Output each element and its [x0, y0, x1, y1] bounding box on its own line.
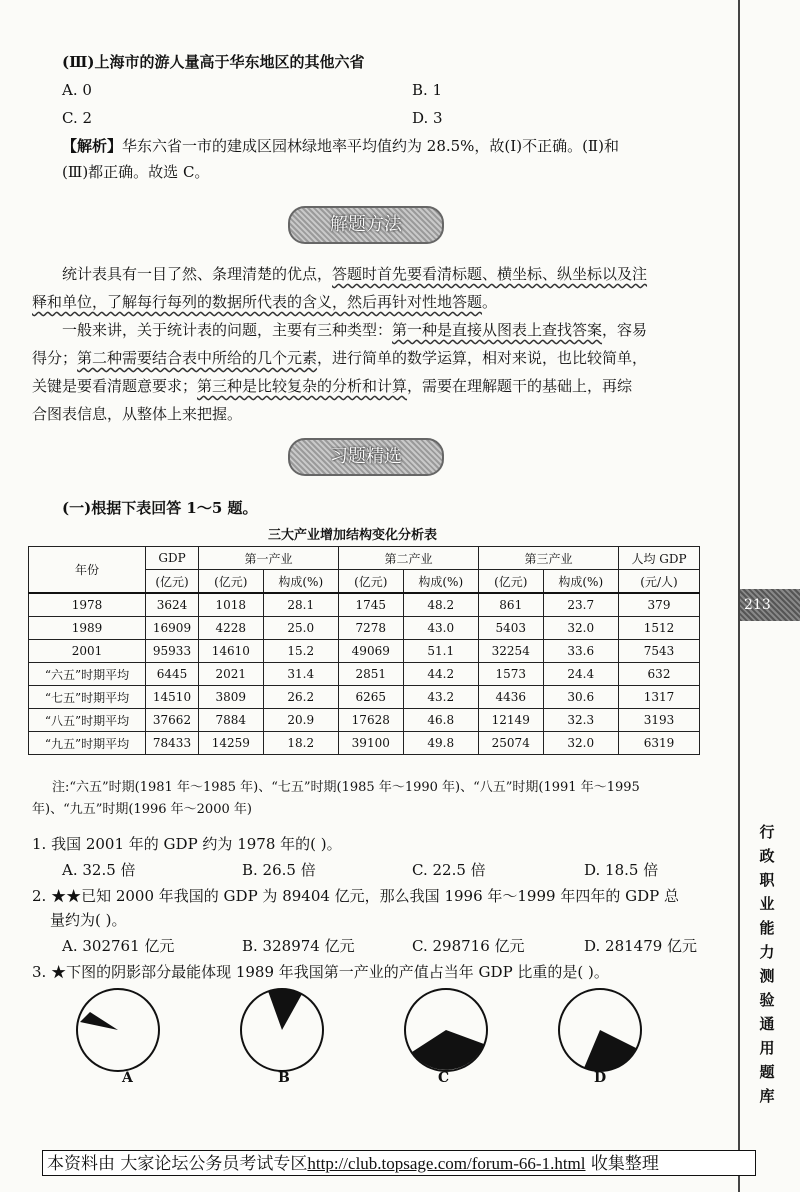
- table-cell: 33.6: [543, 640, 618, 663]
- book-title-char: 库: [759, 1087, 775, 1105]
- table-cell: 78433: [146, 732, 199, 755]
- header-gdp: GDP: [146, 547, 199, 570]
- table-cell: 44.2: [403, 663, 478, 686]
- q1-option-b: B. 26.5 倍: [242, 861, 316, 879]
- method-text-2f: ，进行简单的数学运算，相对来说，也比较简单，: [317, 349, 648, 367]
- header-secondary-share: 构成(%): [403, 570, 478, 594]
- method-text-2h: 第三种是比较复杂的分析和计算: [197, 377, 408, 395]
- table-cell: 1745: [338, 593, 403, 617]
- prev-option-c: C. 2: [62, 109, 93, 127]
- pie-option-d: [552, 986, 652, 1076]
- analysis-text-1: 华东六省一市的建成区园林绿地率平均值约为 28.5%，故(Ⅰ)不正确。(Ⅱ)和: [122, 137, 619, 155]
- q2-option-d: D. 281479 亿元: [584, 937, 698, 955]
- table-row: [29, 593, 700, 617]
- table-row: [29, 617, 700, 640]
- book-title-char: 验: [759, 991, 775, 1009]
- table-cell: 4228: [199, 617, 264, 640]
- book-title-char: 通: [759, 1015, 775, 1033]
- book-title-char: 测: [759, 967, 775, 985]
- method-text-2d: 得分；: [32, 349, 78, 367]
- header-tertiary: 第三产业: [478, 547, 618, 570]
- row-label: “九五”时期平均: [29, 732, 146, 755]
- q1-option-c: C. 22.5 倍: [412, 861, 486, 879]
- table-title: 三大产业增加结构变化分析表: [268, 528, 438, 543]
- q1-option-a: A. 32.5 倍: [62, 861, 136, 879]
- method-text-2a: 一般来讲，关于统计表的问题，主要有三种类型：: [62, 321, 393, 339]
- footer-text-b: 收集整理: [585, 1154, 659, 1174]
- footer-text-a: 本资料由 大家论坛公务员考试专区: [47, 1154, 308, 1174]
- table-row: [29, 709, 700, 732]
- table-cell: 3624: [146, 593, 199, 617]
- table-cell: 2851: [338, 663, 403, 686]
- q2-option-b: B. 328974 亿元: [242, 937, 355, 955]
- book-title-char: 职: [759, 871, 775, 889]
- book-title-vertical: [752, 820, 782, 1108]
- q2-option-c: C. 298716 亿元: [412, 937, 525, 955]
- book-title-char: 政: [759, 847, 775, 865]
- footer-link[interactable]: http://club.topsage.com/forum-66-1.html: [307, 1154, 586, 1173]
- pie-option-a: [70, 986, 170, 1076]
- method-text-1a: 统计表具有一目了然、条理清楚的优点，: [62, 265, 333, 283]
- question-3: 3. ★下图的阴影部分最能体现 1989 年我国第一产业的产值占当年 GDP 比重的是( )。: [32, 963, 609, 981]
- question-2-line-2: 量约为( )。: [50, 911, 127, 929]
- pie-label-d: D: [594, 1070, 607, 1086]
- method-line-1: [62, 260, 647, 288]
- book-title-char: 力: [759, 943, 775, 961]
- footer-banner: [42, 1150, 756, 1176]
- table-cell: 1317: [619, 686, 700, 709]
- book-title-char: 题: [759, 1063, 775, 1081]
- table-cell: 1018: [199, 593, 264, 617]
- page-number-tab: 213: [740, 589, 800, 621]
- question-1: 1. 我国 2001 年的 GDP 约为 1978 年的( )。: [32, 835, 342, 853]
- table-cell: 6265: [338, 686, 403, 709]
- header-per-capita-unit: (元/人): [619, 570, 700, 594]
- prev-option-b: B. 1: [412, 81, 443, 99]
- table-cell: 25.0: [263, 617, 338, 640]
- header-gdp-unit: (亿元): [146, 570, 199, 594]
- question-2-line-1: 2. ★★已知 2000 年我国的 GDP 为 89404 亿元，那么我国 1996 年～1999 年四年的 GDP 总: [32, 887, 679, 905]
- pie-label-b: B: [278, 1070, 290, 1086]
- table-cell: 30.6: [543, 686, 618, 709]
- table-cell: 861: [478, 593, 543, 617]
- method-text-1c: 释和单位，了解每行每列的数据所代表的含义，然后再针对性地答题: [32, 293, 483, 311]
- pie-d-shaded-sector: [584, 1030, 636, 1071]
- header-primary-share: 构成(%): [263, 570, 338, 594]
- table-note-2: 年)、“九五”时期(1996 年～2000 年): [32, 802, 252, 817]
- method-text-2c: ，容易: [602, 321, 648, 339]
- pie-option-b: [234, 986, 334, 1076]
- table-row: [29, 663, 700, 686]
- header-per-capita: 人均 GDP: [619, 547, 700, 570]
- book-title-char: 业: [759, 895, 775, 913]
- table-cell: 46.8: [403, 709, 478, 732]
- table-cell: 20.9: [263, 709, 338, 732]
- q1-option-d: D. 18.5 倍: [584, 861, 659, 879]
- table-cell: 14510: [146, 686, 199, 709]
- table-cell: 95933: [146, 640, 199, 663]
- section-banner-exercises: 习题精选: [288, 438, 444, 476]
- header-primary: 第一产业: [199, 547, 339, 570]
- header-year: 年份: [29, 547, 146, 594]
- prev-option-d: D. 3: [412, 109, 443, 127]
- row-label: 2001: [29, 640, 146, 663]
- table-cell: 43.2: [403, 686, 478, 709]
- method-line-2: [32, 288, 497, 316]
- table-cell: 37662: [146, 709, 199, 732]
- book-title-char: 用: [759, 1039, 775, 1057]
- table-cell: 18.2: [263, 732, 338, 755]
- row-label: “七五”时期平均: [29, 686, 146, 709]
- table-cell: 1512: [619, 617, 700, 640]
- row-label: “八五”时期平均: [29, 709, 146, 732]
- exercise-intro: (一)根据下表回答 1～5 题。: [62, 499, 258, 517]
- row-label: 1978: [29, 593, 146, 617]
- header-secondary-value: (亿元): [338, 570, 403, 594]
- table-cell: 15.2: [263, 640, 338, 663]
- prev-item-3: (Ⅲ)上海市的游人量高于华东地区的其他六省: [62, 53, 365, 71]
- table-cell: 7543: [619, 640, 700, 663]
- pie-label-c: C: [438, 1070, 450, 1086]
- table-row: [29, 732, 700, 755]
- method-line-3: [62, 316, 647, 344]
- method-text-2e: 第二种需要结合表中所给的几个元素: [77, 349, 318, 367]
- method-text-1d: 。: [482, 293, 498, 311]
- table-row: [29, 686, 700, 709]
- table-cell: 12149: [478, 709, 543, 732]
- table-cell: 48.2: [403, 593, 478, 617]
- pie-option-c: [398, 986, 498, 1076]
- table-cell: 14610: [199, 640, 264, 663]
- book-title-char: 能: [759, 919, 775, 937]
- table-cell: 17628: [338, 709, 403, 732]
- table-cell: 379: [619, 593, 700, 617]
- table-cell: 6319: [619, 732, 700, 755]
- table-cell: 32254: [478, 640, 543, 663]
- analysis-line-1: [62, 132, 619, 160]
- method-text-2i: ，需要在理解题干的基础上，再综: [407, 377, 633, 395]
- method-line-6: 合图表信息，从整体上来把握。: [32, 405, 243, 423]
- header-secondary: 第二产业: [338, 547, 478, 570]
- table-cell: 632: [619, 663, 700, 686]
- table-cell: 39100: [338, 732, 403, 755]
- header-primary-value: (亿元): [199, 570, 264, 594]
- table-cell: 28.1: [263, 593, 338, 617]
- table-cell: 3193: [619, 709, 700, 732]
- table-cell: 3809: [199, 686, 264, 709]
- table-cell: 31.4: [263, 663, 338, 686]
- table-cell: 16909: [146, 617, 199, 640]
- table-row: [29, 640, 700, 663]
- table-cell: 2021: [199, 663, 264, 686]
- section-banner-method: 解题方法: [288, 206, 444, 244]
- table-cell: 14259: [199, 732, 264, 755]
- gdp-structure-table: [28, 546, 700, 755]
- table-cell: 7884: [199, 709, 264, 732]
- pie-label-a: A: [122, 1070, 133, 1086]
- prev-option-a: A. 0: [62, 81, 92, 99]
- method-text-1b: 答题时首先要看清标题、横坐标、纵坐标以及注: [332, 265, 648, 283]
- row-label: 1989: [29, 617, 146, 640]
- pie-a-shaded-sector: [80, 1012, 118, 1030]
- table-cell: 32.0: [543, 732, 618, 755]
- table-cell: 1573: [478, 663, 543, 686]
- method-text-2g: 关键是要看清题意要求；: [32, 377, 198, 395]
- table-cell: 4436: [478, 686, 543, 709]
- table-cell: 32.0: [543, 617, 618, 640]
- table-cell: 23.7: [543, 593, 618, 617]
- method-line-4: [32, 344, 647, 372]
- table-cell: 6445: [146, 663, 199, 686]
- book-title-char: 行: [759, 823, 775, 841]
- table-cell: 32.3: [543, 709, 618, 732]
- table-cell: 43.0: [403, 617, 478, 640]
- header-tertiary-value: (亿元): [478, 570, 543, 594]
- row-label: “六五”时期平均: [29, 663, 146, 686]
- table-note-1: 注:“六五”时期(1981 年～1985 年)、“七五”时期(1985 年～1990 年)、“八五”时期(1991 年～1995: [52, 780, 640, 795]
- table-cell: 51.1: [403, 640, 478, 663]
- header-tertiary-share: 构成(%): [543, 570, 618, 594]
- method-line-5: [32, 372, 632, 400]
- analysis-line-2: (Ⅲ)都正确。故选 C。: [62, 163, 210, 181]
- table-cell: 26.2: [263, 686, 338, 709]
- q2-option-a: A. 302761 亿元: [62, 937, 175, 955]
- table-cell: 25074: [478, 732, 543, 755]
- method-text-2b: 第一种是直接从图表上查找答案: [392, 321, 603, 339]
- table-cell: 24.4: [543, 663, 618, 686]
- analysis-tag: 【解析】: [62, 137, 123, 155]
- table-cell: 7278: [338, 617, 403, 640]
- table-cell: 5403: [478, 617, 543, 640]
- table-cell: 49.8: [403, 732, 478, 755]
- pie-b-shaded-sector: [268, 989, 302, 1030]
- table-cell: 49069: [338, 640, 403, 663]
